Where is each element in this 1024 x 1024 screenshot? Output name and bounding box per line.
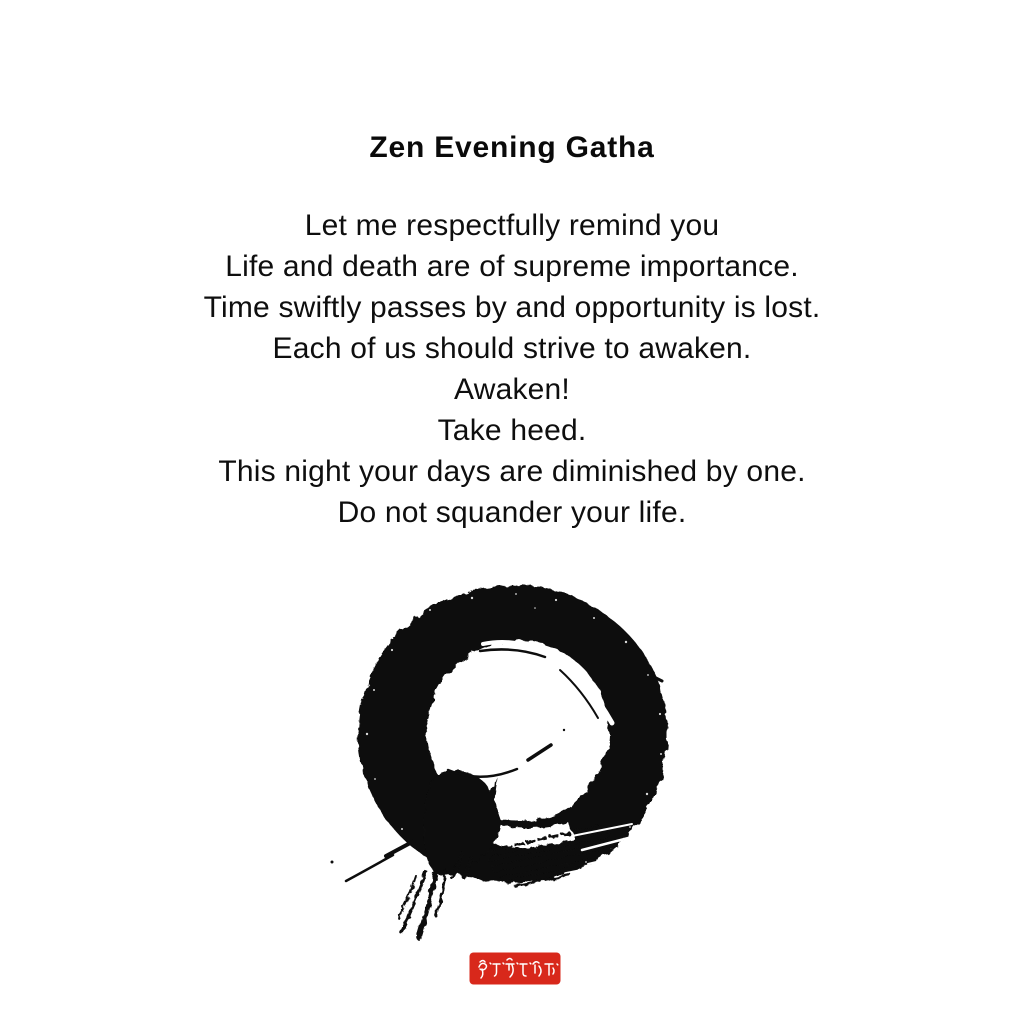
- page-title: Zen Evening Gatha: [369, 131, 655, 164]
- poem-line: Life and death are of supreme importance.: [225, 250, 799, 283]
- poem-line: Time swiftly passes by and opportunity is lost.: [203, 291, 821, 324]
- poem-line: Take heed.: [437, 414, 587, 447]
- poem-line: Awaken!: [454, 373, 570, 406]
- poem-line: Let me respectfully remind you: [304, 209, 720, 242]
- enso-splatter: [331, 841, 415, 881]
- poem: [0, 205, 1024, 533]
- poem-line: Each of us should strive to awaken.: [272, 332, 752, 365]
- seal-graphic: [469, 952, 561, 985]
- poem-line: This night your days are diminished by one.: [218, 455, 806, 488]
- poem-line: Do not squander your life.: [337, 496, 687, 529]
- enso-drawing: [330, 578, 690, 950]
- seal-background: [470, 953, 561, 985]
- artist-seal: [469, 952, 561, 985]
- enso-inner-dashes: [448, 729, 565, 777]
- enso-ink-circle: [330, 578, 690, 950]
